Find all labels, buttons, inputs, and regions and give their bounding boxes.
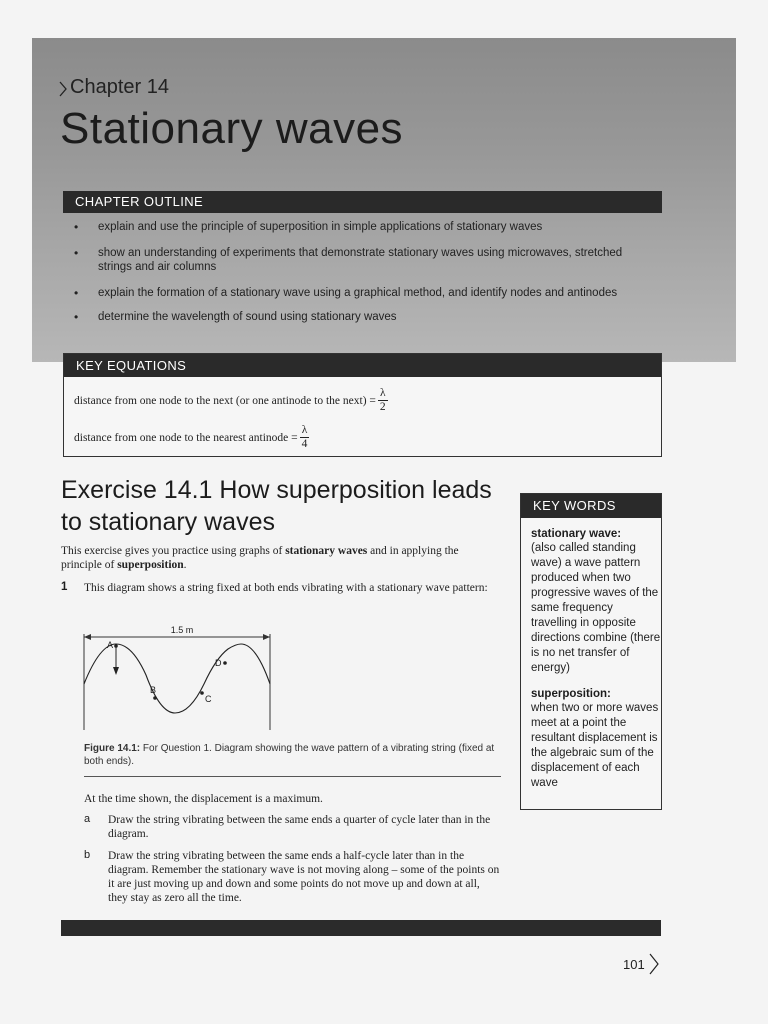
point-b-dot xyxy=(153,696,157,700)
key-equations-heading: KEY EQUATIONS xyxy=(64,354,661,377)
point-b-label: B xyxy=(150,685,157,695)
point-d-dot xyxy=(223,661,227,665)
intro-term-stationary-waves: stationary waves xyxy=(285,545,368,557)
outline-item: • determine the wavelength of sound using stationary waves xyxy=(72,310,657,324)
caption-divider xyxy=(84,776,501,777)
length-label: 1.5 m xyxy=(170,625,194,635)
fraction xyxy=(378,387,388,414)
point-c-label: C xyxy=(205,694,212,704)
chevron-right-icon xyxy=(648,952,660,976)
key-word-definition: when two or more waves meet at a point the resultant displacement is the algebraic sum of the displacement of each wave xyxy=(531,702,659,789)
outline-item: • explain and use the principle of superposition in simple applications of stationary waves xyxy=(72,220,657,234)
point-c-dot xyxy=(200,691,204,695)
chapter-outline-heading: CHAPTER OUTLINE xyxy=(63,191,662,213)
intro-text: This exercise gives you practice using graphs of xyxy=(61,545,286,557)
chevron-right-icon xyxy=(58,80,68,98)
exercise-intro xyxy=(61,544,501,572)
outline-item: • show an understanding of experiments that demonstrate stationary waves using microwaves, stretched strings and air columns xyxy=(72,246,657,274)
chapter-title: Stationary waves xyxy=(60,104,404,153)
equation-node-to-node xyxy=(74,387,388,414)
fraction-numerator: λ xyxy=(301,424,308,436)
footer-rule xyxy=(61,920,661,936)
part-b-text: Draw the string vibrating between the same ends a half-cycle later than in the diagram. Remember the stationary wave is not moving along – some of the points on it are just moving up and down and some points do not move up and down at all, they stay as zero all the time. xyxy=(108,850,500,904)
exercise-title: Exercise 14.1 How superposition leads to stationary waves xyxy=(61,476,492,536)
fraction-denominator: 2 xyxy=(379,401,386,413)
key-word-term: superposition: xyxy=(531,688,611,700)
question-number: 1 xyxy=(61,581,68,593)
equation-text: distance from one node to the nearest antinode = xyxy=(74,431,298,444)
point-a-label: A xyxy=(106,640,113,650)
stationary-wave-curve xyxy=(84,644,270,713)
equation-text: distance from one node to the next (or one antinode to the next) = xyxy=(74,394,376,407)
page-number: 101 xyxy=(623,957,645,972)
wave-figure xyxy=(78,618,288,738)
equation-node-to-antinode xyxy=(74,424,309,451)
question-text: This diagram shows a string fixed at both ends vibrating with a stationary wave pattern: xyxy=(84,582,488,594)
point-a-dot xyxy=(114,644,118,648)
intro-term-superposition: superposition xyxy=(117,559,184,571)
point-a-arrowhead xyxy=(113,667,119,675)
figure-caption xyxy=(84,742,504,768)
key-words-box xyxy=(520,493,662,810)
figure-caption-label: Figure 14.1: xyxy=(84,743,141,754)
part-a-letter: a xyxy=(84,813,91,825)
fraction-numerator: λ xyxy=(379,387,386,399)
figure-caption-text: For Question 1. Diagram showing the wave pattern of a vibrating string (fixed at both ends). xyxy=(84,743,495,767)
key-words-heading: KEY WORDS xyxy=(521,494,661,518)
key-word-definition: (also called standing wave) a wave pattern produced when two progressive waves of the same frequency travelling in opposite directions combine (there is no net transfer of energy) xyxy=(531,542,661,674)
intro-text: . xyxy=(183,559,187,571)
chapter-outline-list xyxy=(72,220,657,324)
outline-item: • explain the formation of a stationary wave using a graphical method, and identify nodes and antinodes xyxy=(72,286,657,300)
intro-text: and in applying the principle of xyxy=(61,545,459,571)
part-a-text: Draw the string vibrating between the same ends a quarter of cycle later than in the diagram. xyxy=(108,814,491,840)
chapter-label: Chapter 14 xyxy=(70,76,169,98)
key-word-term: stationary wave: xyxy=(531,528,622,540)
dimension-arrow-left xyxy=(84,634,91,640)
question-statement: At the time shown, the displacement is a maximum. xyxy=(84,793,323,805)
key-equations-box xyxy=(63,353,662,457)
fraction-denominator: 4 xyxy=(301,438,308,450)
point-d-label: D xyxy=(215,658,222,668)
part-b-letter: b xyxy=(84,849,91,861)
fraction xyxy=(300,424,310,451)
dimension-arrow-right xyxy=(263,634,270,640)
